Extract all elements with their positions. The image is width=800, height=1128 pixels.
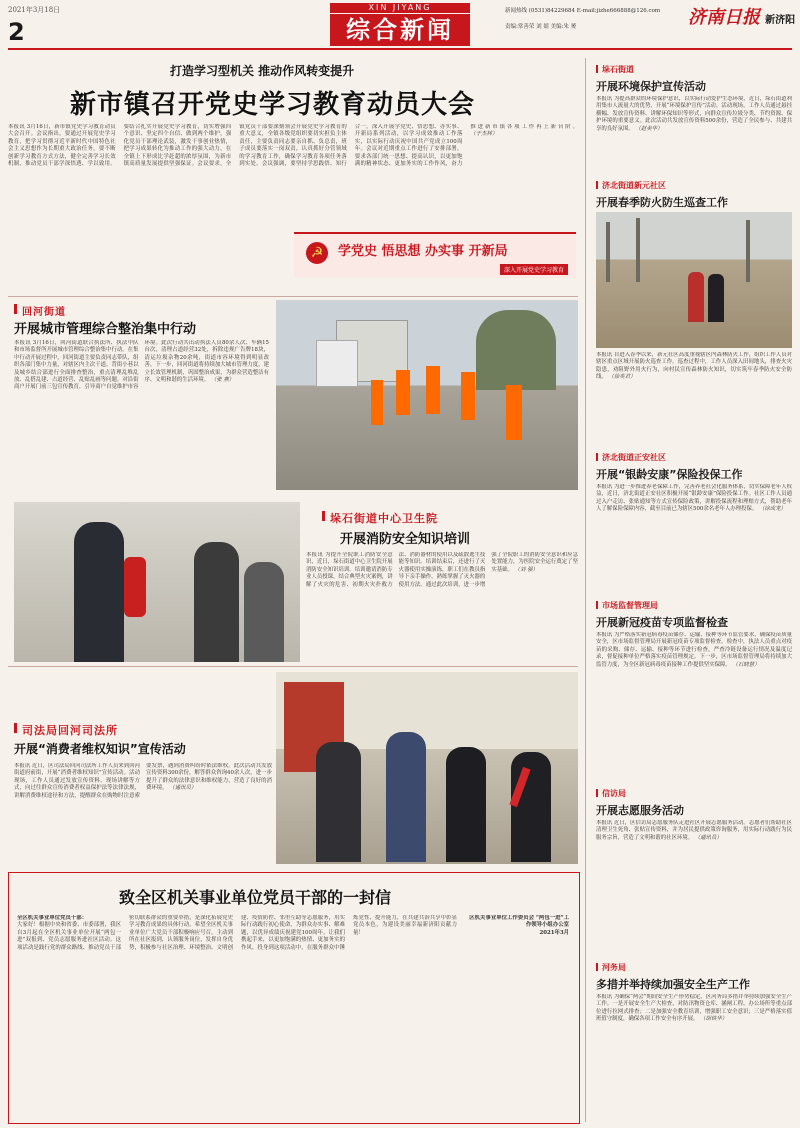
right-story <box>596 180 792 430</box>
lead-title: 新市镇召开党史学习教育动员大会 <box>70 90 476 120</box>
right-story-title: 开展春季防火防生巡查工作 <box>596 196 728 209</box>
right-story-sign: （赵美华） <box>635 125 663 132</box>
letter-greeting: 全区机关事业单位党员干部： <box>17 915 88 921</box>
section-divider <box>8 296 578 297</box>
letter-body-text: 大家好！根据中央和省委、市委部署，我区自3月起在全区机关事业单位开展“两包一进”双报到、党员志愿服务进社区活动。这项活动是践行党的群众路线、推动党员干部密切联系群众的重要举措，是深化拓展党史学习教育成果的具体行动。希望全区机关事业单位广大党员干部积极响应号召，主动到所在社区报到，认领服务岗位，发挥自身优势，积极参与社区治理、环境整治、文明创建、疫情防控、邻里互助等志愿服务，用实际行动践行初心使命，为群众办实事、解难题，以优异成绩庆祝建党100周年。让我们携起手来，以更加饱满的热情、更加务实的作风，投身到这项活动中，在服务群众中锤炼党性、提升能力，在共建共治共享中彰显党员本色，为建设美丽幸福新济阳贡献力量！ <box>17 915 457 951</box>
right-story-tag: 济北街道新元社区 <box>596 180 666 191</box>
fire-patrol-photo <box>596 212 792 348</box>
right-story <box>596 64 792 174</box>
city-management-photo <box>276 300 578 490</box>
section-title: 综合新闻 <box>330 14 470 46</box>
page-number: 2 <box>8 18 25 46</box>
right-story-body <box>596 484 792 592</box>
right-story-body <box>596 352 792 428</box>
justice-tag: 司法局回河司法所 <box>22 724 118 737</box>
letter-box <box>8 872 580 1124</box>
huihe-body-text: 本报讯 3月16日，回河街道联合执法所、执法中队和市场监督所开展城市管理综合整治集中行动。在集中行动开展过程中，回河街道主要负责同志带队，组织各部门集中力量，对辖区内主次干道、背街小巷以及城乡结合部进行全面排查整治，重点清理乱堆乱放、乱搭乱建、占道经营、乱贴乱画等问题。对沿街商户开展门前三包宣传教育，引导商户自觉维护市容环境。此次行动共出动执法人员80余人次、车辆15台次，清理占道经营32处，拆除违规广告牌18块，清运垃圾杂物20余吨，街道市容环境得到明显改善。下一步，回河街道将持续加大城市管理力度，建立长效管理机制，巩固整治成果，为群众营造整洁有序、文明和谐的生活环境。 <box>14 340 269 391</box>
right-story-tag: 济北街道正安社区 <box>596 452 666 463</box>
right-story-body-text: 本报讯 为严格落实新冠病毒疫苗储存、运输、接种等环节监管要求，确保疫苗质量安全，区市场监督管理局开展新冠疫苗专项监督检查。检查中，执法人员重点对疫苗的采购、储存、运输、接种等环节进行检查，严查冷链设备运行情况及温度记录，督促接种单位严格落实疫苗管理规定。下一步，区市场监督管理局将持续加大监管力度，为全区新冠病毒疫苗接种工作提供坚实保障。 <box>596 632 792 668</box>
party-emblem-icon: ☭ <box>306 242 328 264</box>
consumer-rights-photo <box>276 672 578 864</box>
right-story-title: 开展环境保护宣传活动 <box>596 80 706 93</box>
right-story-sign: （胡铁华） <box>700 1016 728 1023</box>
right-story-sign: （徐英君） <box>608 374 636 381</box>
right-story-title: 开展“银龄安康”保险投保工作 <box>596 468 743 481</box>
right-story-body-text: 本报讯 为提高群众的环境保护意识，以实际行动爱护生态环境，近日，垛石街道利用集市人流量大的优势，开展“环境保护宣传”活动。活动现场，工作人员通过悬挂横幅、发放宣传资料、讲解环保知识等形式，向群众宣传垃圾分类、节约资源、保护环境的重要意义。此次活动共发放宣传资料500余份，营造了全民参与、共建共享的良好氛围。 <box>596 96 792 132</box>
letter-body <box>17 915 569 1115</box>
right-story-body <box>596 632 792 782</box>
paper-edition: 新济阳 <box>765 15 796 26</box>
right-story-title: 多措并举持续加强安全生产工作 <box>596 978 750 991</box>
justice-body-text: 本报讯 近日，区司法局回河司法所工作人员来到回河街道府前街，开展“消费者维权知识”宣传活动。活动现场，工作人员通过发放宣传资料、现场讲解等方式，向过往群众宣传消费者权益保护法等法律法规，讲解消费维权途径和方法，提醒群众在购物时注意索要发票，遇到消费纠纷时依法维权。此次活动共发放宣传资料300余份，解答群众咨询40余人次，进一步提升了群众的法律意识和维权能力，营造了良好的消费环境。 <box>14 763 272 799</box>
right-story-body <box>596 820 792 954</box>
paper-logo <box>688 3 795 29</box>
huihe-title: 开展城市管理综合整治集中行动 <box>14 322 197 337</box>
huihe-body <box>14 340 269 496</box>
right-story-body-text: 本报讯 近日，区信访局志愿服务队走进社区开展志愿服务活动。志愿者们帮助社区清理卫生死角、张贴宣传资料，并为居民提供政策咨询服务，用实际行动践行为民服务宗旨，营造了文明和谐的社区环境。 <box>596 820 792 841</box>
clinic-title: 开展消防安全知识培训 <box>340 532 471 547</box>
huihe-sign: （张 燕） <box>210 377 235 384</box>
huihe-tag: 回河街道 <box>22 303 66 318</box>
justice-sign: （通讯员） <box>169 785 197 792</box>
right-story-tag: 信访局 <box>596 788 626 799</box>
right-story-tag: 河务局 <box>596 962 626 973</box>
page-date: 2021年3月18日 <box>8 6 61 14</box>
right-story <box>596 600 792 786</box>
hotline: 新闻热线 (0531)84229684 E-mail:jizhe666888@126.com <box>505 8 661 14</box>
right-story <box>596 788 792 958</box>
section-divider <box>8 666 578 667</box>
right-story-title: 开展新冠疫苗专项监督检查 <box>596 616 728 629</box>
clinic-body <box>306 552 578 656</box>
right-story <box>596 962 792 1122</box>
justice-body <box>14 763 272 863</box>
fire-training-photo <box>14 502 300 662</box>
right-story-body-text: 本报讯 自进入春季以来，新元社区高度重视辖区内森林防火工作，组织工作人员对辖区重点区域开展防火巡查工作。巡查过程中，工作人员深入田间地头，排查火灾隐患，劝阻野外用火行为，向村民宣传森林防火知识，切实筑牢春季防火安全防线。 <box>596 352 792 381</box>
masthead-rule <box>8 48 792 50</box>
right-story-title: 开展志愿服务活动 <box>596 804 684 817</box>
justice-title: 开展“消费者维权知识”宣传活动 <box>14 742 186 756</box>
lead-body-text: 本报讯 3月16日，新市镇党史学习教育动员大会召开。会议指出，要通过开展党史学习教育，把学习贯彻习近平新时代中国特色社会主义思想作为长期重大政治任务，要不断创新学习教育方式方法，健全完善学习长效机制，推动党员干部学深悟透、学以致用。要结合扎实开展党史学习教育，切实增强四个意识、坚定四个自信、做到两个维护，强化党员干部理论武装，激发干事创业热情，把学习成果转化为推动工作的强大动力，在全镇上下形成比学赶超的浓厚氛围，为新市镇高质量发展提供坚强保证。会议要求，全镇党员干部要深刻领会开展党史学习教育的重大意义，全镇各级党组织要切实担负主体责任，主要负责同志要亲自抓、负总责，班子成员要落实一岗双责，认真抓好分管领域的学习教育工作，确保学习教育各项任务落到实处。会议强调，要坚持学思践悟、知行合一，深入开展学党史、悟思想、办实事、开新局系列活动，以学习成效推动工作落实，以实际行动庆祝中国共产党成立100周年。会议对近期重点工作进行了安排部署，要求各部门统一思想、提高认识，以更加饱满的精神状态、更加务实的工作作风，奋力推进新市镇各项工作再上新台阶。 <box>8 124 578 168</box>
letter-title: 致全区机关事业单位党员干部的一封信 <box>119 888 392 907</box>
banner-sub: 深入开展党史学习教育 <box>500 264 568 275</box>
clinic-body-text: 本报讯 为提升全院职工消防安全意识，近日，垛石街道中心卫生院开展消防安全知识培训。培训邀请消防专业人员授课，结合典型火灾案例，讲解了火灾的危害、初期火灾扑救方法、消防器材的使用以及疏散逃生技能等知识。培训结束后，还进行了灭火器使用实操演练，职工们在教员指导下亲手操作，熟练掌握了灭火器的使用方法。通过此次培训，进一步增强了全院职工的消防安全意识和应急处置能力，为医院安全运行奠定了坚实基础。 <box>306 552 578 588</box>
clinic-tag: 垛石街道中心卫生院 <box>330 512 438 525</box>
right-story-body-text: 本报讯 为确保“两会”期间安全生产形势稳定，区河务局多措并举持续加强安全生产工作。一是开展安全生产大检查，对防汛物资仓库、涵闸工程、办公场所等重点部位进行拉网式排查；二是加强安全教育培训，增强职工安全意识；三是严格落实值班值守制度，确保各项工作安全有序开展。 <box>596 994 792 1023</box>
right-story-sign: （通讯员） <box>694 834 722 841</box>
lead-kicker: 打造学习型机关 推动作风转变提升 <box>170 64 355 78</box>
right-column-border <box>585 58 586 1122</box>
right-story-sign: （徐成龙） <box>758 506 786 513</box>
clinic-sign: （刘 强） <box>514 566 538 573</box>
right-story-body <box>596 994 792 1118</box>
right-story-tag: 垛石街道 <box>596 64 634 75</box>
right-story-body-text: 本报讯 为进一步推进养老保障工作，完善养老社会化服务体系，切实保障老年人权益，近日，济北街道正安社区积极开展“银龄安康”保险投保工作。社区工作人员通过入户走访、张贴通知等方式宣传保险政策，讲解投保流程和理赔方式，帮助老年人了解保险保障内容，截至目前已为辖区500余名老年人办理投保。 <box>596 484 792 513</box>
lead-sign: （于杰林） <box>470 131 498 138</box>
right-story-body <box>596 96 792 170</box>
banner-slogan: 学党史 悟思想 办实事 开新局 <box>338 244 508 259</box>
paper-name: 济南日报 <box>688 7 760 28</box>
letter-sign-date: 2021年3月 <box>539 929 569 936</box>
editor-credit: 责编:常善荣 刘 婧 美编:朱 赟 <box>505 24 577 30</box>
section-pinyin: XIN JIYANG <box>330 3 470 13</box>
right-story-tag: 市场监督管理局 <box>596 600 658 611</box>
right-story-sign: （石晓慧） <box>732 661 760 668</box>
party-banner <box>294 232 576 278</box>
right-story <box>596 452 792 596</box>
letter-sign-org: 区机关事业单位工作委员会 “两包一进”工作领导小组办公室 <box>469 915 569 929</box>
